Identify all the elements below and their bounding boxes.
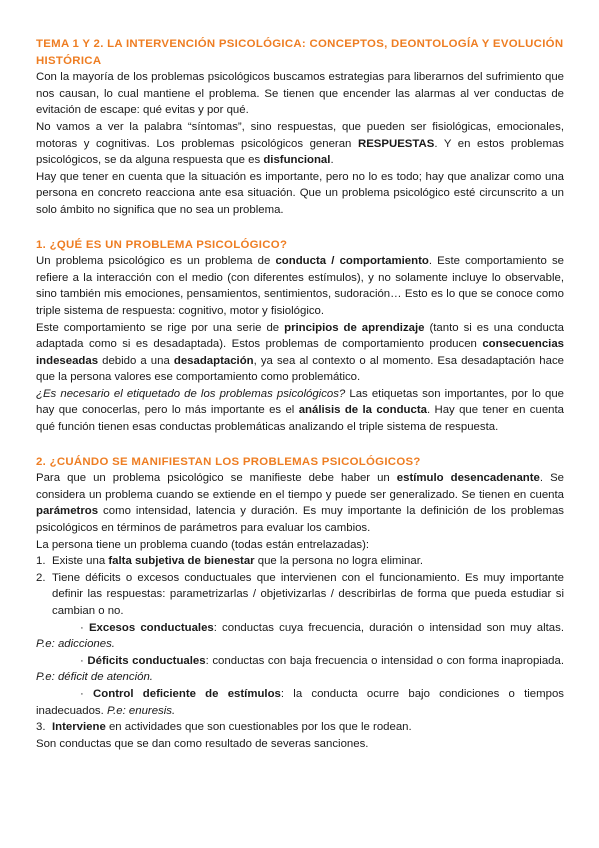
bold-run: desadaptación: [173, 354, 254, 367]
text-run: , ya sea al contexto o al momento. Esa desadaptación hace que la persona valores ese comportamiento como problemático.: [36, 354, 564, 384]
section-1-paragraph-3: [36, 386, 564, 436]
text-run: Existe una: [52, 555, 109, 568]
bold-run: conducta / comportamiento: [275, 255, 429, 268]
text-run: : conductas con baja frecuencia o intensidad o con forma inapropiada.: [205, 654, 564, 667]
text-run: (tanto si es una conducta adaptada como si es desadaptada). Estos problemas de comportamiento producen: [36, 321, 564, 351]
intro-paragraph-1: Con la mayoría de los problemas psicológicos buscamos estrategias para liberarnos del sufrimiento que nos causan, lo cual mantiene el problema. Se tienen que encender las alarmas al ver conductas de evitación de escape: qué evitas y por qué.: [36, 71, 564, 117]
bold-run: falta subjetiva de bienestar: [108, 555, 255, 568]
bold-run: disfuncional: [263, 154, 331, 167]
list-item: [36, 719, 564, 736]
list-number: 2.: [36, 571, 46, 584]
text-run: . Hay que tener en cuenta qué función tienen esas conductas problemáticas analizando el triple sistema de respuesta.: [36, 404, 564, 434]
bold-run: Excesos conductuales: [88, 621, 214, 634]
section-1-heading: 1. ¿QUÉ ES UN PROBLEMA PSICOLÓGICO?: [36, 238, 288, 251]
text-run: No vamos a ver la palabra “síntomas”, sino respuestas, que pueden ser fisiológicas, emocionales, motoras y cognitivas. Los problemas psicológicos generan: [36, 120, 564, 150]
bold-run: Déficits conductuales: [87, 654, 206, 667]
section-1-paragraph-2: [36, 320, 564, 386]
list-number: 1.: [36, 555, 46, 568]
text-run: : conductas cuya frecuencia, duración o intensidad son muy altas.: [213, 621, 564, 634]
bullet-dot: ·: [80, 654, 84, 667]
text-run: Para que un problema psicológico se manifieste debe haber un: [36, 472, 397, 485]
text-run: como intensidad, latencia y duración. Es muy importante la definición de los problemas psicológicos en términos de parámetros para evaluar los cambios.: [36, 505, 564, 535]
section-2-paragraph-3: Son conductas que se dan como resultado de severas sanciones.: [36, 737, 369, 750]
bold-run: consecuencias indeseadas: [36, 338, 564, 367]
bold-run: estímulo desencadenante: [396, 472, 540, 485]
italic-run: ¿Es necesario el etiquetado de los problemas psicológicos?: [36, 387, 346, 400]
italic-run: P.e: adicciones.: [36, 638, 115, 651]
document-page: [36, 36, 564, 752]
list-number: 3.: [36, 721, 46, 734]
text-run: . Y en estos problemas psicológicos, se da alguna respuesta que es: [36, 137, 564, 167]
section-2-paragraph-1: [36, 470, 564, 536]
text-run: en actividades que son cuestionables por los que le rodean.: [105, 721, 412, 734]
conditions-list: [36, 553, 564, 619]
italic-run: P.e: déficit de atención.: [36, 671, 153, 684]
bullet-dot: ·: [80, 621, 84, 634]
section-2-heading: 2. ¿CUÁNDO SE MANIFIESTAN LOS PROBLEMAS PSICOLÓGICOS?: [36, 455, 421, 468]
text-run: Tiene déficits o excesos conductuales que intervienen con el funcionamiento. Es muy importante definir las respuestas: parametrizarlas / objetivizarlas / describirlas de forma que pueda estudiar si cambian o no.: [52, 571, 564, 617]
section-2-paragraph-2: La persona tiene un problema cuando (todas están entrelazadas):: [36, 538, 370, 551]
conditions-list-continued: [36, 719, 564, 736]
bold-run: Control deficiente de estímulos: [93, 687, 281, 700]
intro-paragraph-2: [36, 119, 564, 169]
bold-run: parámetros: [36, 505, 99, 518]
bold-run: RESPUESTAS: [357, 137, 435, 150]
sublist-item-excesos: [36, 620, 564, 653]
text-run: Un problema psicológico es un problema de: [36, 255, 276, 268]
text-run: debido a una: [98, 354, 174, 367]
list-item: [36, 570, 564, 620]
bullet-dot: ·: [80, 687, 84, 700]
text-run: que la persona no logra eliminar.: [254, 555, 424, 568]
document-title: TEMA 1 Y 2. LA INTERVENCIÓN PSICOLÓGICA: CONCEPTOS, DEONTOLOGÍA Y EVOLUCIÓN HISTÓRICA: [36, 38, 564, 67]
sublist-item-deficits: [36, 653, 564, 686]
text-run: : la conducta ocurre bajo condiciones o tiempos inadecuados.: [36, 687, 564, 717]
text-run: .: [330, 154, 334, 167]
bold-run: análisis de la conducta: [298, 404, 427, 417]
bold-run: principios de aprendizaje: [284, 321, 425, 334]
text-run: Las etiquetas son importantes, por lo que hay que conocerlas, pero lo más importante es el: [36, 387, 564, 417]
list-item: [36, 553, 564, 570]
bold-run: Interviene: [52, 721, 106, 734]
intro-paragraph-3: Hay que tener en cuenta que la situación es importante, pero no lo es todo; hay que analizar como una persona en concreto reacciona ante esa situación. Que un problema psicológico esté circunscrito a un solo ámbito no significa que no sea un problema.: [36, 170, 564, 216]
text-run: . Se considera un problema cuando se extiende en el tiempo y puede ser generalizado. Se tienen en cuenta: [36, 472, 564, 501]
section-1-paragraph-1: [36, 253, 564, 319]
sublist-item-control: [36, 686, 564, 719]
text-run: Este comportamiento se rige por una serie de: [36, 321, 285, 334]
text-run: . Este comportamiento se refiere a la interacción con el medio (con diferentes estímulos), y no solamente incluye lo observable, sino también mis emociones, pensamientos, sentimientos, sudoración… Esto es lo que se conoce como triple sistema de respuesta: cognitivo, motor y fisiológico.: [36, 255, 564, 317]
italic-run: P.e: enuresis.: [106, 704, 176, 717]
